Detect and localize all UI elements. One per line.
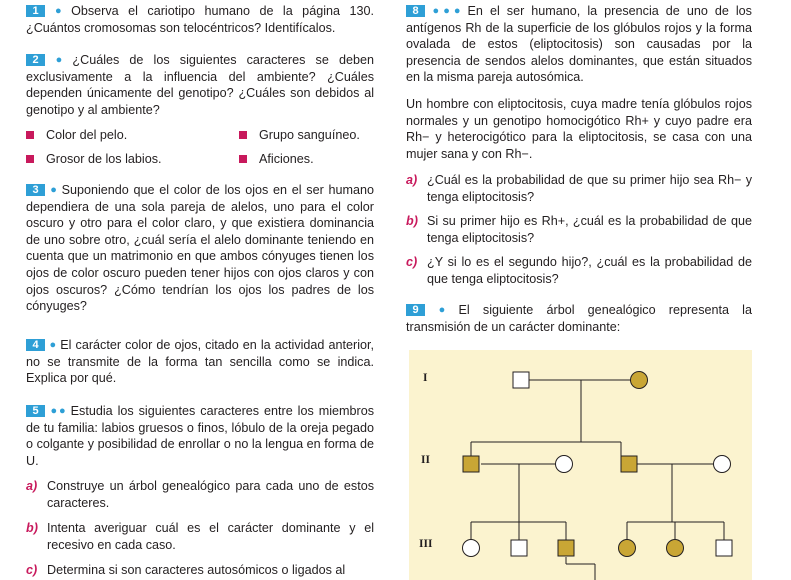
q8-item-a: a) ¿Cuál es la probabilidad de que su primer hijo sea Rh− y tenga eliptocitosis? xyxy=(406,173,752,204)
list-item: Grosor de los labios. xyxy=(26,151,162,167)
q8-item-b: b) Si su primer hijo es Rh+, ¿cuál es la probabilidad de que tenga eliptocitosis? xyxy=(406,214,752,245)
question-text: Observa el cariotipo humano de la página 130. ¿Cuántos cromosomas son telocéntricos? Identifícalos. xyxy=(26,4,374,35)
question-text: El carácter color de ojos, citado en la actividad anterior, no se transmite de la forma tan sencilla como se indica. Explica por qué. xyxy=(26,338,374,386)
difficulty-dots: ●● xyxy=(49,405,68,417)
pedigree-diagram xyxy=(409,350,752,580)
generation-label: II xyxy=(421,454,430,466)
question-number: 1 xyxy=(26,5,45,17)
question-3 xyxy=(26,182,374,315)
question-9 xyxy=(406,302,752,335)
difficulty-dots: ● xyxy=(49,54,70,66)
unaffected-male xyxy=(716,540,732,556)
question-4 xyxy=(26,337,374,387)
generation-label: III xyxy=(419,538,433,550)
affected-male xyxy=(463,456,479,472)
unaffected-male xyxy=(511,540,527,556)
affected-male xyxy=(621,456,637,472)
question-text: El siguiente árbol genealógico representa la transmisión de un carácter dominante: xyxy=(406,303,752,334)
pedigree-lines xyxy=(471,380,724,580)
question-8-paragraph: Un hombre con eliptocitosis, cuya madre tenía glóbulos rojos normales y un genotipo homocigótico Rh+ y cuyo padre era Rh− y heterocigótico para la eliptocitosis, se casa con una mujer sana y con Rh−. xyxy=(406,97,752,161)
affected-female xyxy=(619,540,636,557)
question-text: Estudia los siguientes caracteres entre los miembros de tu familia: labios gruesos o finos, lóbulo de la oreja pegado o colgante y posibilidad de enrollar o no la lengua en forma de U. xyxy=(26,404,375,468)
question-text: En el ser humano, la presencia de uno de los antígenos Rh de la superficie de los glóbulos rojos y la forma ovalada de estos (eliptocitosis) son causadas por la presencia de sendos alelos dominantes, que están situados en la misma pareja autosómica. xyxy=(406,4,752,85)
question-2 xyxy=(26,52,374,118)
list-item: Aficiones. xyxy=(239,151,314,167)
question-text: ¿Cuáles de los siguientes caracteres se deben exclusivamente a la influencia del ambiente? ¿Cuáles dependen únicamente del genotipo? ¿Cuáles son debidos al genotipo y al ambiente? xyxy=(26,53,374,117)
question-number: 2 xyxy=(26,54,45,66)
unaffected-female xyxy=(714,456,731,473)
bullet-square-icon xyxy=(26,155,34,163)
generation-label: I xyxy=(423,372,428,384)
q5-item-c: c) Determina si son caracteres autosómicos o ligados al xyxy=(26,563,346,577)
question-number: 4 xyxy=(26,339,45,351)
unaffected-female xyxy=(556,456,573,473)
unaffected-male xyxy=(513,372,529,388)
list-item: Color del pelo. xyxy=(26,127,127,143)
q5-item-b: b) Intenta averiguar cuál es el carácter dominante y el recesivo en cada caso. xyxy=(26,521,374,552)
difficulty-dots: ● xyxy=(49,339,58,351)
question-8 xyxy=(406,3,752,86)
affected-female xyxy=(631,372,648,389)
question-5 xyxy=(26,403,374,469)
pedigree-chart xyxy=(409,350,752,580)
difficulty-dots: ● xyxy=(49,184,59,196)
bullet-square-icon xyxy=(239,155,247,163)
difficulty-dots: ● xyxy=(49,5,69,17)
difficulty-dots: ●●● xyxy=(429,5,465,17)
bullet-square-icon xyxy=(239,131,247,139)
affected-female xyxy=(667,540,684,557)
list-item: Grupo sanguíneo. xyxy=(239,127,360,143)
question-text: Suponiendo que el color de los ojos en el ser humano dependiera de una sola pareja de alelos, uno para el color oscuro y otro para el color claro, y que existiera dominancia de uno sobre otro, ¿cuál sería el alelo dominante teniendo en cuenta que un matrimonio en que ambos cónyuges tienen los ojos de color oscuro pueden tener hijos con ojos claros y con ojos oscuros? ¿Cómo tendrían los ojos los padres de los cónyuges? xyxy=(26,183,374,314)
unaffected-female xyxy=(463,540,480,557)
difficulty-dots: ● xyxy=(429,304,456,316)
bullet-square-icon xyxy=(26,131,34,139)
question-1 xyxy=(26,3,374,36)
q5-item-a: a) Construye un árbol genealógico para cada uno de estos caracteres. xyxy=(26,479,374,510)
question-number: 5 xyxy=(26,405,45,417)
affected-male xyxy=(558,540,574,556)
question-number: 9 xyxy=(406,304,425,316)
q8-item-c: c) ¿Y si lo es el segundo hijo?, ¿cuál es la probabilidad de que tenga eliptocitosis? xyxy=(406,255,752,286)
question-number: 8 xyxy=(406,5,425,17)
question-number: 3 xyxy=(26,184,45,196)
